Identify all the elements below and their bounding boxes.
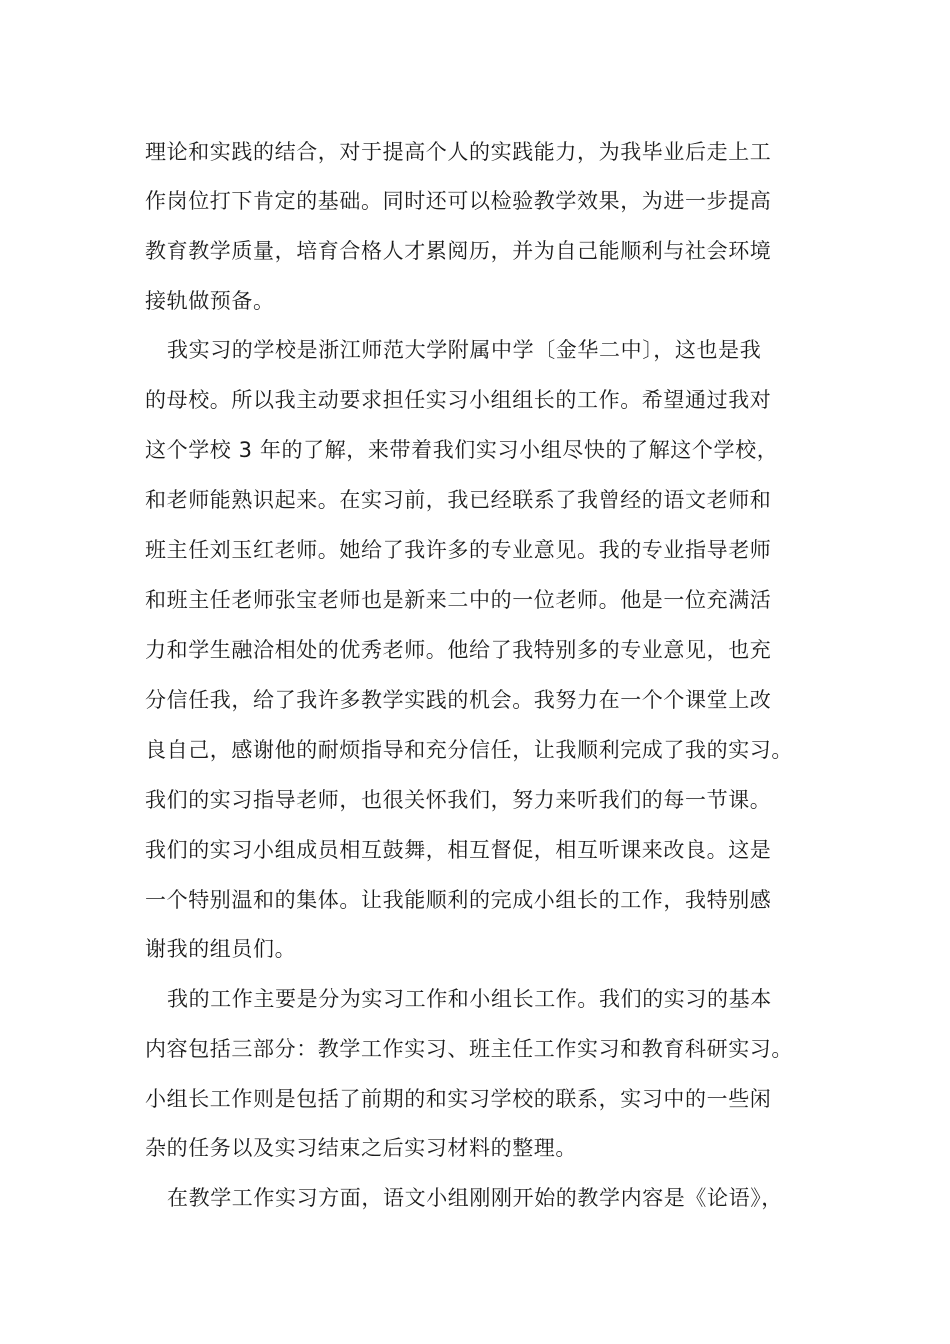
paragraph-line: 在教学工作实习方面，语文小组刚刚开始的教学内容是《论语》， [167, 1186, 783, 1210]
paragraph-line: 力和学生融洽相处的优秀老师。他给了我特别多的专业意见，也充 [145, 638, 772, 662]
paragraph-line: 杂的任务以及实习结束之后实习材料的整理。 [145, 1136, 577, 1160]
paragraph-line: 班主任刘玉红老师。她给了我许多的专业意见。我的专业指导老师 [145, 538, 772, 562]
paragraph-line: 教育教学质量，培育合格人才累阅历，并为自己能顺利与社会环境 [145, 239, 772, 263]
paragraph-line: 一个特别温和的集体。让我能顺利的完成小组长的工作，我特别感 [145, 888, 772, 912]
paragraph-line: 的母校。所以我主动要求担任实习小组组长的工作。希望通过我对 [145, 388, 772, 412]
paragraph-line: 分信任我，给了我许多教学实践的机会。我努力在一个个课堂上改 [145, 688, 772, 712]
paragraph-line: 我们的实习指导老师，也很关怀我们，努力来听我们的每一节课。 [145, 788, 772, 812]
paragraph-line: 我们的实习小组成员相互鼓舞，相互督促，相互听课来改良。这是 [145, 838, 772, 862]
paragraph-line: 和班主任老师张宝老师也是新来二中的一位老师。他是一位充满活 [145, 588, 772, 612]
paragraph-line: 作岗位打下肯定的基础。同时还可以检验教学效果，为进一步提高 [145, 189, 772, 213]
paragraph-line: 我的工作主要是分为实习工作和小组长工作。我们的实习的基本 [167, 987, 772, 1011]
paragraph-line: 这个学校 3 年的了解，来带着我们实习小组尽快的了解这个学校， [145, 438, 779, 462]
paragraph-line: 我实习的学校是浙江师范大学附属中学〔金华二中〕，这也是我 [167, 338, 762, 362]
paragraph-line: 小组长工作则是包括了前期的和实习学校的联系，实习中的一些闲 [145, 1087, 772, 1111]
paragraph-line: 良自己，感谢他的耐烦指导和充分信任，让我顺利完成了我的实习。 [145, 738, 793, 762]
paragraph-line: 谢我的组员们。 [145, 937, 297, 961]
paragraph-line: 理论和实践的结合，对于提高个人的实践能力，为我毕业后走上工 [145, 140, 772, 164]
paragraph-line: 内容包括三部分：教学工作实习、班主任工作实习和教育科研实习。 [145, 1037, 793, 1061]
paragraph-line: 和老师能熟识起来。在实习前，我已经联系了我曾经的语文老师和 [145, 488, 772, 512]
paragraph-line: 接轨做预备。 [145, 289, 275, 313]
